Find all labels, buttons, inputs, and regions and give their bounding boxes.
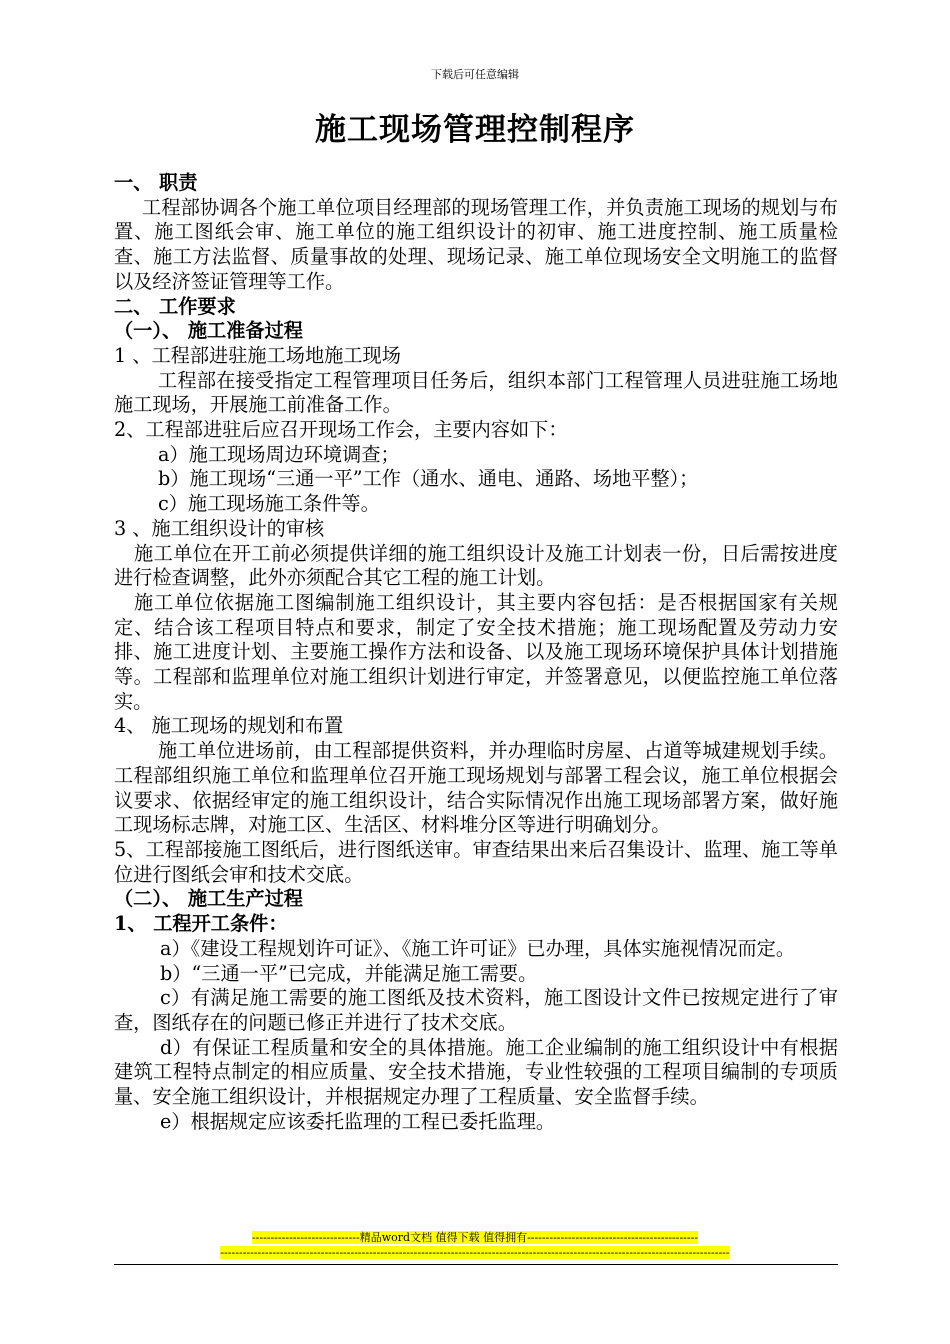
list-item-2b: b）施工现场“三通一平”工作（通水、通电、通路、场地平整）； <box>158 467 699 491</box>
paragraph-item-4: 施工单位进场前，由工程部提供资料，并办理临时房屋、占道等城建规划手续。工程部组织施工单位和监理单位召开施工现场规划与部署工程会议，施工单位根据会议要求、依据经审定的施工组织设计，结合实际情况作出施工现场部署方案，做好施工现场标志牌，对施工区、生活区、材料堆分区等进行明确划分。 <box>114 739 838 837</box>
list-item-start-b: b）“三通一平”已完成，并能满足施工需要。 <box>160 961 538 985</box>
header-note: 下载后可任意编辑 <box>431 68 519 81</box>
list-item-2c: c）施工现场施工条件等。 <box>158 492 380 516</box>
subsection-heading-production: （二）、 施工生产过程 <box>114 887 303 911</box>
item-heading-4: 4、 施工现场的规划和布置 <box>114 714 344 738</box>
footer-rule <box>114 1264 838 1265</box>
section-heading-duties: 一、 职责 <box>114 171 198 194</box>
footer-banner-text: -----------------------------精品word文档 值得下载 值得拥有---------------------------------------------- <box>251 1231 699 1244</box>
paragraph-item-3b: 施工单位依据施工图编制施工组织设计，其主要内容包括：是否根据国家有关规定、结合该工程项目特点和要求，制定了安全技术措施；施工现场配置及劳动力安排、施工进度计划、主要施工操作方法和设备、以及施工现场环境保护具体计划措施等。工程部和监理单位对施工组织计划进行审定，并签署意见，以便监控施工单位落实。 <box>114 590 838 713</box>
document-title: 施工现场管理控制程序 <box>315 112 635 148</box>
item-heading-3: 3 、施工组织设计的审核 <box>114 516 325 540</box>
item-heading-2: 2、工程部进驻后应召开现场工作会，主要内容如下： <box>114 418 568 442</box>
list-item-start-d: d）有保证工程质量和安全的具体措施。施工企业编制的施工组织设计中有根据建筑工程特点制定的相应质量、安全技术措施，专业性较强的工程项目编制的专项质量、安全施工组织设计，并根据规定办理了工程质量、安全监督手续。 <box>114 1035 838 1109</box>
paragraph-item-3a: 施工单位在开工前必须提供详细的施工组织设计及施工计划表一份，日后需按进度进行检查调整，此外亦须配合其它工程的施工计划。 <box>114 541 838 590</box>
footer-dash-line <box>0 1246 950 1260</box>
paragraph-item-5: 5、工程部接施工图纸后，进行图纸送审。审查结果出来后召集设计、监理、施工等单位进行图纸会审和技术交底。 <box>114 837 838 886</box>
paragraph-item-1: 工程部在接受指定工程管理项目任务后，组织本部门工程管理人员进驻施工场地施工现场，开展施工前准备工作。 <box>114 368 838 417</box>
subsection-heading-preparation: （一）、 施工准备过程 <box>114 319 303 343</box>
paragraph-duties: 工程部协调各个施工单位项目经理部的现场管理工作，并负责施工现场的规划与布置、施工图纸会审、施工单位的施工组织设计的初审、施工进度控制、施工质量检查、施工方法监督、质量事故的处理、现场记录、施工单位现场安全文明施工的监督以及经济签证管理等工作。 <box>114 195 838 293</box>
footer-banner <box>0 1231 950 1245</box>
list-item-start-c: c）有满足施工需要的施工图纸及技术资料，施工图设计文件已按规定进行了审查，图纸存在的问题已修正并进行了技术交底。 <box>114 986 838 1034</box>
list-item-start-e: e）根据规定应该委托监理的工程已委托监理。 <box>160 1109 556 1133</box>
item-heading-start-conditions: 1、 工程开工条件： <box>114 912 288 936</box>
section-heading-requirements: 二、 工作要求 <box>114 294 236 318</box>
footer-dash-text: ----------------------------------------------------------------------------------------------------------------------------------------- <box>220 1246 730 1259</box>
list-item-2a: a）施工现场周边环境调查； <box>158 442 400 466</box>
item-heading-1: 1 、工程部进驻施工场地施工现场 <box>114 343 401 367</box>
list-item-start-a: a）《建设工程规划许可证》、《施工许可证》已办理，具体实施视情况而定。 <box>160 936 796 960</box>
document-body <box>114 171 838 1134</box>
